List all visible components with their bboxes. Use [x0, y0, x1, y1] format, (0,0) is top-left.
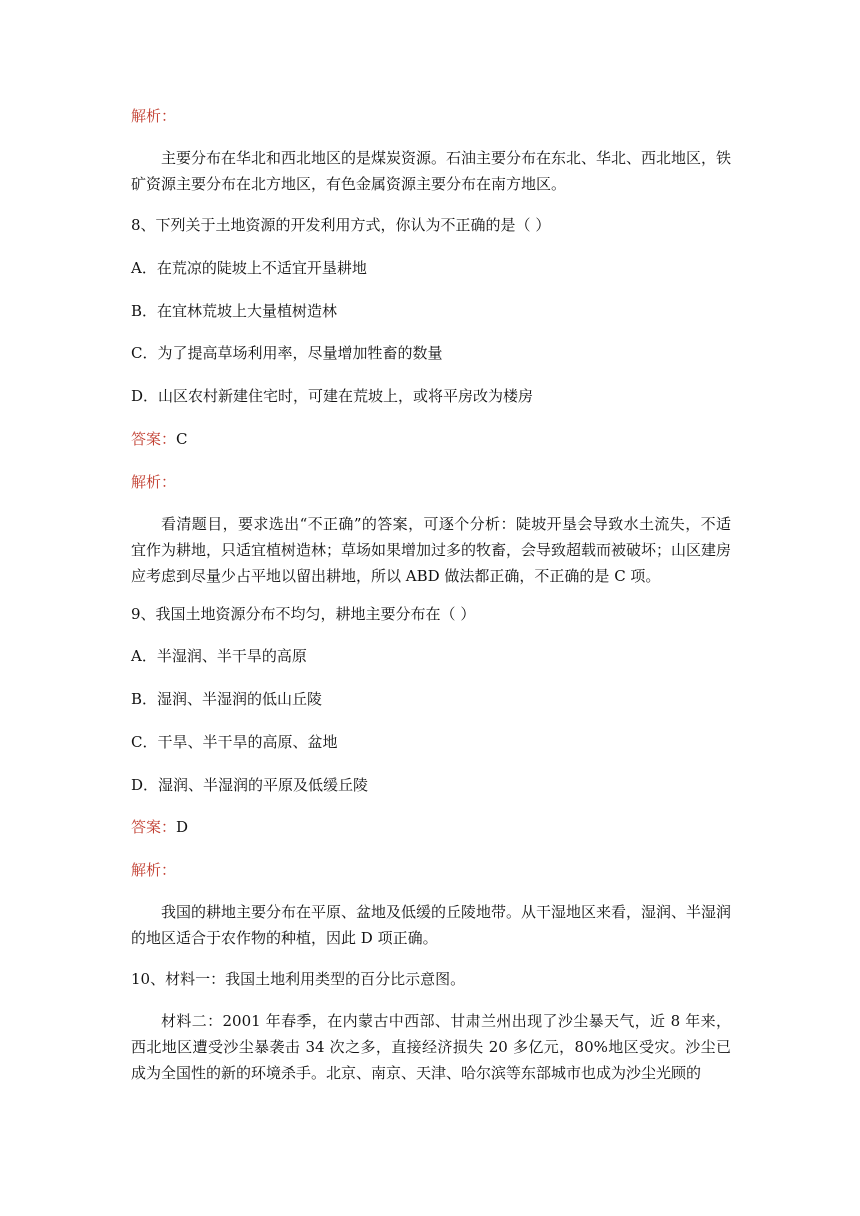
question-8-option-c: C．为了提高草场利用率，尽量增加牲畜的数量 — [131, 344, 443, 362]
question-9-answer — [131, 814, 731, 840]
question-8-stem: 8、下列关于土地资源的开发利用方式，你认为不正确的是（ ） — [131, 216, 551, 234]
question-9-option-b: B．湿润、半湿润的低山丘陵 — [131, 690, 323, 708]
question-8-answer — [131, 426, 731, 452]
question-8-analysis-text: 看清题目，要求选出“不正确”的答案，可逐个分析：陡坡开垦会导致水土流失，不适宜作为耕地，只适宜植树造林；草场如果增加过多的牧畜，会导致超载而被破坏；山区建房应考虑到尽量少占平地以留出耕地，所以 ABD 做法都正确，不正确的是 C 项。 — [131, 515, 732, 585]
question-9-option-c: C．干旱、半干旱的高原、盆地 — [131, 733, 338, 751]
analysis-label: 解析： — [131, 107, 177, 125]
answer-label: 答案： — [131, 818, 177, 836]
question-9-stem: 9、我国土地资源分布不均匀，耕地主要分布在（ ） — [131, 605, 476, 623]
question-9-analysis-text: 我国的耕地主要分布在平原、盆地及低缓的丘陵地带。从干湿地区来看，湿润、半湿润的地区适合于农作物的种植，因此 D 项正确。 — [131, 903, 732, 947]
question-8-option-b: B．在宜林荒坡上大量植树造林 — [131, 302, 338, 320]
question-9-option-d: D．湿润、半湿润的平原及低缓丘陵 — [131, 776, 369, 794]
question-9-analysis-label: 解析： — [131, 861, 177, 879]
question-10-stem: 10、材料一：我国土地利用类型的百分比示意图。 — [131, 970, 466, 988]
question-8-analysis-label: 解析： — [131, 473, 177, 491]
question-9-option-a: A．半湿润、半干旱的高原 — [131, 647, 307, 665]
question-8-option-d: D．山区农村新建住宅时，可建在荒坡上，或将平房改为楼房 — [131, 387, 534, 405]
answer-label: 答案： — [131, 430, 177, 448]
question-8-option-a: A．在荒凉的陡坡上不适宜开垦耕地 — [131, 259, 367, 277]
answer-value: C — [176, 430, 188, 448]
answer-value: D — [176, 818, 189, 836]
analysis-text: 主要分布在华北和西北地区的是煤炭资源。石油主要分布在东北、华北、西北地区，铁矿资源主要分布在北方地区，有色金属资源主要分布在南方地区。 — [131, 149, 732, 193]
question-10-material-2: 材料二：2001 年春季，在内蒙古中西部、甘肃兰州出现了沙尘暴天气，近 8 年来，西北地区遭受沙尘暴袭击 34 次之多，直接经济损失 20 多亿元，80%地区受灾。沙尘已成为全国性的新的环境杀手。北京、南京、天津、哈尔滨等东部城市也成为沙尘光顾的 — [131, 1012, 731, 1082]
